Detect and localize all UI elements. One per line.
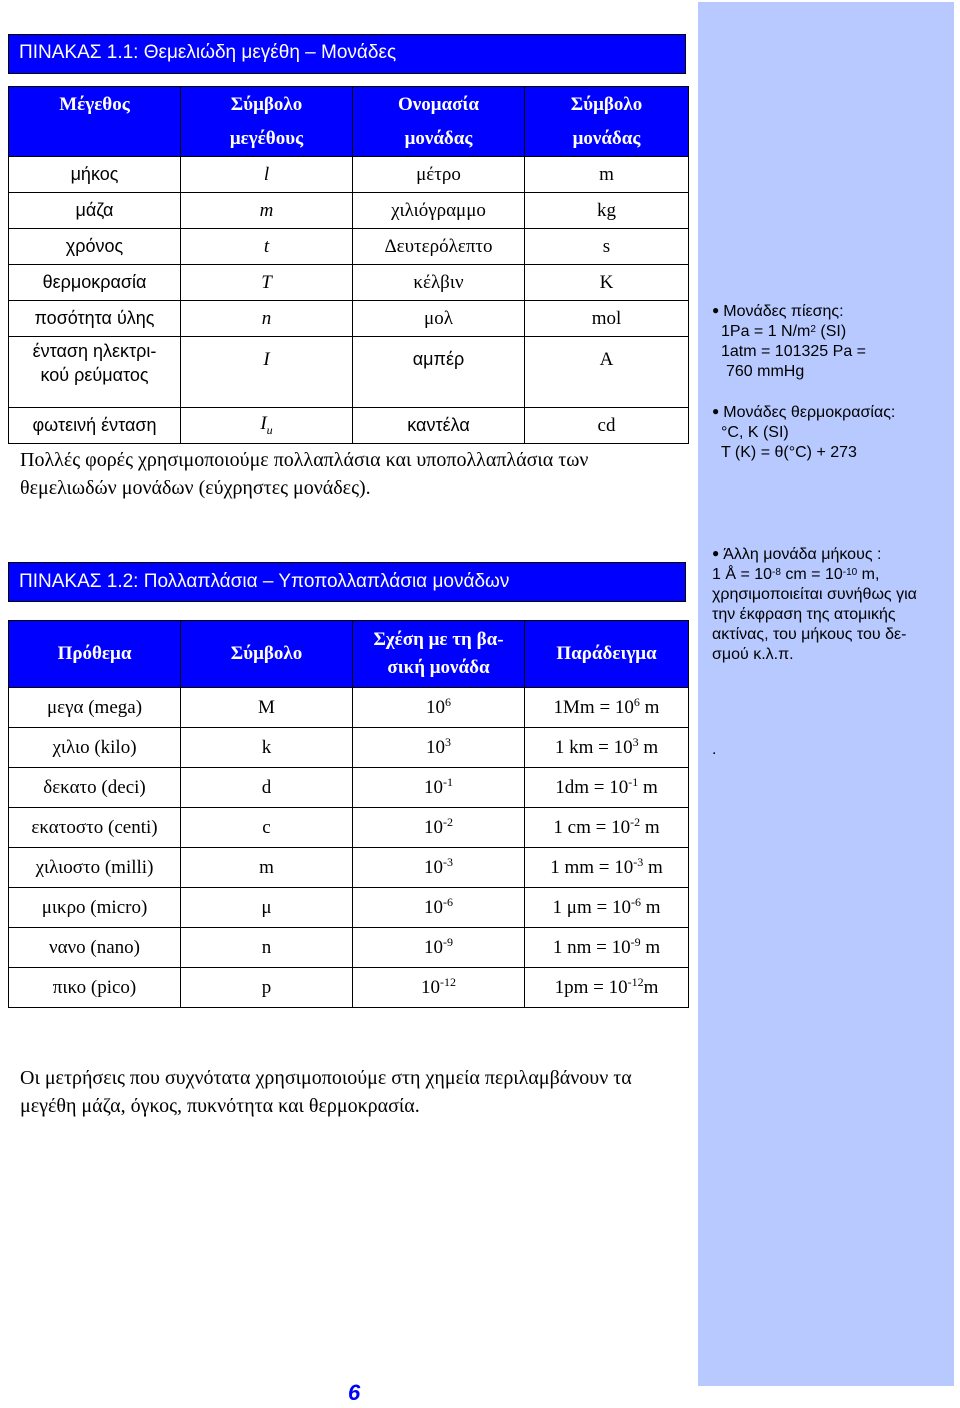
paragraph-measurements: Οι μετρήσεις που συχνότατα χρησιμοποιούμε στη χημεία περιλαμβάνουν τα μεγέθη μάζα, όγκος, πυκνότητα και θερμοκρασία. — [20, 1067, 632, 1117]
unit-symbol-cell: K — [525, 265, 689, 301]
table2-title — [8, 562, 686, 602]
angstrom-line5: σμού κ.λ.π. — [712, 646, 794, 663]
symbol-cell: n — [181, 301, 353, 337]
unit-symbol-cell: cd — [525, 408, 689, 444]
prefix-cell: εκατοστο (centi) — [9, 808, 181, 848]
relation-base: 10 — [426, 696, 445, 718]
prefix-cell: μικρο (micro) — [9, 888, 181, 928]
example-cell — [525, 728, 689, 768]
table-row — [9, 848, 689, 888]
symbol-subscript: u — [266, 422, 273, 437]
header-unit-symbol: Σύμβολο — [525, 87, 689, 123]
sidebar-panel — [698, 2, 954, 1386]
temperature-line2: T (K) = θ(°C) + 273 — [721, 444, 857, 461]
quantity-cell: ποσότητα ύλης — [9, 301, 181, 337]
unit-symbol-cell: A — [525, 337, 689, 408]
unit-symbol-cell: kg — [525, 193, 689, 229]
quantity-cell: μάζα — [9, 193, 181, 229]
unit-name-cell: χιλιόγραμμο — [353, 193, 525, 229]
relation-exp: -3 — [443, 854, 453, 869]
table-row — [9, 193, 689, 229]
example-exp: -2 — [630, 814, 641, 829]
example-exp: 3 — [632, 734, 639, 749]
sidebar-dot: . — [712, 741, 717, 758]
relation-cell — [353, 808, 525, 848]
bullet-icon: ● — [712, 404, 720, 418]
example-unit: m — [638, 736, 659, 758]
angstrom-line4: ακτίνας, του μήκους του δε- — [712, 626, 907, 643]
relation-base: 10 — [424, 816, 443, 838]
symbol-cell: n — [181, 928, 353, 968]
symbol-cell: c — [181, 808, 353, 848]
example-cell — [525, 968, 689, 1008]
symbol-cell: T — [181, 265, 353, 301]
paragraph-multiples-note: Πολλές φορές χρησιμοποιούμε πολλαπλάσια και υποπολλαπλάσια των θεμελιωδών μονάδων (εύχρηστες μονάδες). — [20, 449, 589, 499]
relation-cell — [353, 848, 525, 888]
table-row — [9, 229, 689, 265]
pressure-units-note — [712, 302, 948, 382]
relation-exp: -9 — [443, 934, 453, 949]
prefix-cell: δεκατο (deci) — [9, 768, 181, 808]
example-exp: 6 — [633, 694, 640, 709]
pressure-line3: 760 mmHg — [726, 363, 805, 380]
table-row — [9, 928, 689, 968]
unit-symbol-cell: s — [525, 229, 689, 265]
example-exp: -12 — [627, 974, 644, 989]
fundamental-units-table — [8, 86, 689, 444]
quantity-line2: κού ρεύματος — [40, 365, 149, 385]
table-row — [9, 337, 689, 408]
relation-exp: -2 — [443, 814, 453, 829]
example-text: 1 nm = 10 — [552, 936, 631, 958]
angstrom-line3: την έκφραση της ατομικής — [712, 606, 896, 623]
example-text: 1 km = 10 — [554, 736, 633, 758]
table-row — [9, 265, 689, 301]
table2-title-text: ΠΙΝΑΚΑΣ 1.2: Πολλαπλάσια – Υποπολλαπλάσια μονάδων — [19, 571, 510, 592]
header-symbol-line2: μεγέθους — [181, 122, 353, 157]
example-text: 1 cm = 10 — [553, 816, 631, 838]
table1-title — [8, 34, 686, 74]
quantity-cell: χρόνος — [9, 229, 181, 265]
relation-cell — [353, 768, 525, 808]
pressure-line2: 1atm = 101325 Pa = — [721, 343, 866, 360]
angstrom-line1-tail: m, — [857, 566, 880, 583]
relation-exp: -1 — [443, 774, 453, 789]
header-unit-name-line2: μονάδας — [353, 122, 525, 157]
example-exp: -3 — [633, 854, 644, 869]
symbol-cell: p — [181, 968, 353, 1008]
relation-exp: 3 — [445, 734, 451, 749]
table-row — [9, 688, 689, 728]
example-cell — [525, 808, 689, 848]
angstrom-heading: Άλλη μονάδα μήκους : — [723, 546, 882, 563]
page-number: 6 — [348, 1380, 361, 1405]
symbol-cell: l — [181, 157, 353, 193]
unit-name-cell: κέλβιν — [353, 265, 525, 301]
example-text: 1pm = 10 — [554, 976, 628, 998]
temperature-line1: °C, K (SI) — [721, 424, 789, 441]
header-prefix: Πρόθεμα — [9, 621, 181, 688]
symbol-cell: M — [181, 688, 353, 728]
quantity-line1: ένταση ηλεκτρι- — [32, 341, 157, 361]
quantity-cell: μήκος — [9, 157, 181, 193]
symbol-text: I — [260, 413, 267, 435]
angstrom-line2: χρησιμοποιείται συνήθως για — [712, 586, 917, 603]
table-row — [9, 408, 689, 444]
quantity-cell: φωτεινή ένταση — [9, 408, 181, 444]
prefix-cell: χιλιο (kilo) — [9, 728, 181, 768]
angstrom-line1-mid: cm = 10 — [780, 566, 843, 583]
relation-base: 10 — [424, 776, 443, 798]
table-row — [9, 808, 689, 848]
relation-exp: -12 — [440, 974, 456, 989]
prefix-cell: μεγα (mega) — [9, 688, 181, 728]
quantity-cell — [9, 337, 181, 408]
quantity-cell: θερμοκρασία — [9, 265, 181, 301]
example-text: 1Mm = 10 — [553, 696, 634, 718]
symbol-cell: I — [181, 337, 353, 408]
unit-name-cell: αμπέρ — [353, 337, 525, 408]
header-quantity: Μέγεθος — [9, 87, 181, 123]
example-exp: -9 — [630, 934, 641, 949]
relation-exp: -6 — [443, 894, 453, 909]
example-cell — [525, 928, 689, 968]
example-unit: m — [640, 896, 661, 918]
pressure-heading: Μονάδες πίεσης: — [723, 303, 844, 320]
temperature-units-note — [712, 403, 948, 463]
relation-cell — [353, 888, 525, 928]
relation-cell — [353, 928, 525, 968]
header-example: Παράδειγμα — [525, 621, 689, 688]
example-cell — [525, 688, 689, 728]
unit-multiples-table — [8, 620, 689, 1008]
example-cell — [525, 848, 689, 888]
unit-name-cell: Δευτερόλεπτο — [353, 229, 525, 265]
pressure-line1: 1Pa = 1 N/m — [721, 323, 811, 340]
table-row — [9, 157, 689, 193]
relation-base: 10 — [424, 936, 443, 958]
table-row — [9, 728, 689, 768]
example-exp: -1 — [628, 774, 639, 789]
example-unit: m — [639, 696, 660, 718]
table-row — [9, 301, 689, 337]
header-quantity-line2 — [9, 122, 181, 157]
relation-cell — [353, 968, 525, 1008]
bullet-icon: ● — [712, 546, 720, 560]
unit-name-cell: μέτρο — [353, 157, 525, 193]
example-text: 1 μm = 10 — [552, 896, 631, 918]
angstrom-sup2: -10 — [842, 567, 858, 578]
table-row — [9, 768, 689, 808]
prefix-cell: χιλιοστο (milli) — [9, 848, 181, 888]
symbol-cell: μ — [181, 888, 353, 928]
relation-base: 10 — [424, 856, 443, 878]
relation-cell — [353, 688, 525, 728]
pressure-line1-tail: (SI) — [815, 323, 847, 340]
symbol-cell: m — [181, 193, 353, 229]
header-relation — [353, 621, 525, 688]
angstrom-note — [712, 545, 948, 665]
prefix-cell: νανο (nano) — [9, 928, 181, 968]
header-unit-symbol-line2: μονάδας — [525, 122, 689, 157]
relation-base: 10 — [421, 976, 440, 998]
table1-title-text: ΠΙΝΑΚΑΣ 1.1: Θεμελιώδη μεγέθη – Μονάδες — [19, 42, 397, 63]
header-symbol: Σύμβολο — [181, 621, 353, 688]
table-row — [9, 968, 689, 1008]
example-unit: m — [643, 856, 663, 878]
unit-symbol-cell: mol — [525, 301, 689, 337]
prefix-cell: πικο (pico) — [9, 968, 181, 1008]
unit-name-cell: καντέλα — [353, 408, 525, 444]
header-unit-name: Ονομασία — [353, 87, 525, 123]
unit-symbol-cell: m — [525, 157, 689, 193]
example-cell — [525, 768, 689, 808]
symbol-cell: t — [181, 229, 353, 265]
unit-name-cell: μολ — [353, 301, 525, 337]
symbol-cell — [181, 408, 353, 444]
temperature-heading: Μονάδες θερμοκρασίας: — [723, 404, 896, 421]
example-unit: m — [638, 776, 658, 798]
symbol-cell: m — [181, 848, 353, 888]
header-symbol: Σύμβολο — [181, 87, 353, 123]
relation-exp: 6 — [445, 694, 451, 709]
angstrom-line1: 1 Å = 10 — [712, 566, 773, 583]
example-text: 1dm = 10 — [555, 776, 629, 798]
example-unit: m — [640, 936, 661, 958]
example-unit: m — [643, 976, 659, 998]
table-row — [9, 888, 689, 928]
bullet-icon: ● — [712, 303, 720, 317]
relation-cell — [353, 728, 525, 768]
header-relation-line2: σική μονάδα — [387, 657, 490, 678]
example-cell — [525, 888, 689, 928]
relation-base: 10 — [426, 736, 445, 758]
example-exp: -6 — [630, 894, 641, 909]
header-relation-line1: Σχέση με τη βα- — [373, 629, 504, 650]
example-unit: m — [640, 816, 660, 838]
relation-base: 10 — [424, 896, 443, 918]
angstrom-sup1: -8 — [772, 567, 781, 578]
example-text: 1 mm = 10 — [550, 856, 634, 878]
pressure-line1-sup: 2 — [810, 324, 816, 335]
symbol-cell: d — [181, 768, 353, 808]
symbol-cell: k — [181, 728, 353, 768]
